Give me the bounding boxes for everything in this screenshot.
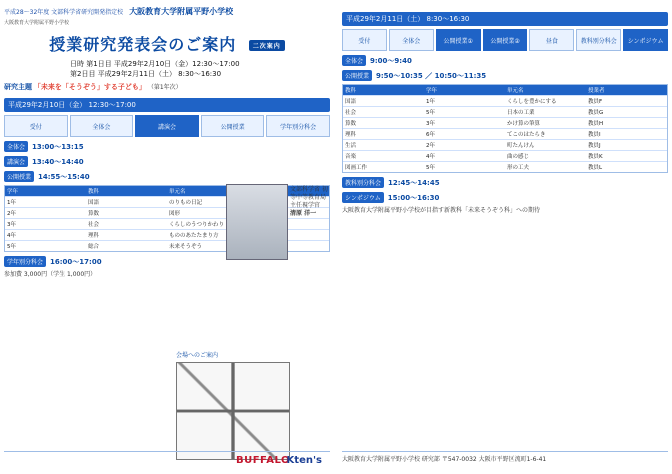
table-cell: 曲の感じ [507, 154, 530, 160]
table-row [343, 150, 667, 161]
day2-schedule [342, 29, 668, 51]
table-row [343, 128, 667, 139]
table-cell: 2年 [7, 211, 16, 217]
speaker-name: 清原 洋一 [290, 210, 317, 217]
table-cell: 図画工作 [345, 165, 368, 171]
speaker-role: 文部科学省 初等中等教育局 主任視学官 [290, 186, 328, 209]
left-header [4, 6, 330, 17]
table-cell: 6年 [426, 132, 435, 138]
table-cell: 1年 [426, 99, 435, 105]
section-label: 公開授業 [4, 171, 34, 182]
table-cell: 生活 [345, 143, 357, 149]
table-row [343, 139, 667, 150]
table-cell: もののあたたまり方 [169, 233, 219, 239]
table-header-cell: 単元名 [167, 186, 248, 196]
schedule-item: 学年別分科会 [266, 115, 330, 137]
schedule-item: 教科別分科会 [576, 29, 621, 51]
research-theme [4, 83, 330, 92]
table-header-cell: 教科 [86, 186, 167, 196]
table-cell: 教員I [588, 132, 601, 138]
table-cell: かけ算の筆算 [507, 121, 541, 127]
table-cell: 社会 [88, 222, 100, 228]
speaker-photo [226, 184, 288, 260]
schedule-item: 受付 [4, 115, 68, 137]
page-title [4, 32, 330, 55]
table-cell: 5年 [7, 244, 16, 250]
section-symposium [342, 192, 668, 203]
right-page [342, 6, 668, 468]
schedule-item: 受付 [342, 29, 387, 51]
table-cell: 形の工夫 [507, 165, 530, 171]
table-cell: 教員L [588, 165, 603, 171]
table-cell: 理科 [345, 132, 357, 138]
theme-title [34, 83, 146, 91]
schedule-item: 全体会 [70, 115, 134, 137]
section-open-class-2 [342, 70, 668, 81]
table-cell: 日本の工業 [507, 110, 535, 116]
table-cell: 1年 [7, 200, 16, 206]
table-cell: 5年 [426, 165, 435, 171]
table-cell: 町たんけん [507, 143, 535, 149]
schedule-item: 昼食 [529, 29, 574, 51]
table-cell: 社会 [345, 110, 357, 116]
table-cell: 未来そうぞう [169, 244, 203, 250]
section-time: 13:00〜13:15 [32, 142, 84, 151]
table-cell: 総合 [88, 244, 100, 250]
event-dates [70, 59, 330, 79]
section-time: 16:00〜17:00 [50, 257, 102, 266]
header-kicker: 平成28〜32年度 文部科学省研究開発指定校 [4, 9, 124, 16]
table-header-cell: 教科 [343, 85, 424, 95]
day1-schedule [4, 115, 330, 137]
table-row [343, 95, 667, 106]
table-cell: 教員F [588, 99, 603, 105]
table-row [343, 161, 667, 172]
header-school: 大阪教育大学附属平野小学校 [129, 7, 234, 16]
table-cell: 4年 [7, 233, 16, 239]
buffalo-logo: BUFFALO [235, 455, 290, 466]
table-cell: 理科 [88, 233, 100, 239]
subject-table [342, 84, 668, 173]
table-cell: 教員J [588, 143, 601, 149]
table-cell: 教員H [588, 121, 604, 127]
section-time: 14:55〜15:40 [38, 172, 90, 181]
section-plenary [4, 141, 330, 152]
section-subject-breakout [342, 177, 668, 188]
table-cell: 3年 [7, 222, 16, 228]
fee-line: 参加費 3,000円（学生 1,000円） [4, 271, 97, 278]
section-label: 教科別分科会 [342, 177, 384, 188]
day1-header: 平成29年2月10日（金） 12:30〜17:00 [4, 98, 330, 112]
table-cell: 教員G [588, 110, 604, 116]
table-cell: くらしを豊かにする [507, 99, 557, 105]
table-cell: 国語 [345, 99, 357, 105]
theme-main: 「未来を「そうぞう」する子ども」 [33, 83, 146, 91]
schedule-item: 公開授業① [436, 29, 481, 51]
section-label: シンポジウム [342, 192, 384, 203]
table-cell: 3年 [426, 121, 435, 127]
section-time: 9:00〜9:40 [370, 56, 412, 65]
theme-suffix: （第1年次） [147, 84, 182, 91]
section-time: 13:40〜14:40 [32, 157, 84, 166]
section-open-class [4, 171, 330, 182]
schedule-item: 講演会 [135, 115, 199, 137]
table-header-cell: 授業者 [586, 85, 667, 95]
table-header-cell: 学年 [5, 186, 86, 196]
section-label: 公開授業 [342, 70, 372, 81]
table-cell: 2年 [426, 143, 435, 149]
speaker-info [290, 186, 330, 218]
edition-badge: 二次案内 [249, 40, 285, 51]
right-footer: 大阪教育大学附属平野小学校 研究部 〒547-0032 大阪市平野区流町1-6-41 [342, 451, 668, 468]
date-line-2: 第2日目 平成29年2月11日（土） 8:30〜16:30 [70, 70, 222, 78]
table-cell: 4年 [426, 154, 435, 160]
left-page [4, 6, 330, 468]
schedule-item: シンポジウム [623, 29, 668, 51]
section-label: 学年別分科会 [4, 256, 46, 267]
table-cell: 5年 [426, 110, 435, 116]
table-cell: てこのはたらき [507, 132, 546, 138]
venue-map [176, 362, 290, 460]
schedule-item: 公開授業 [201, 115, 265, 137]
section-lecture [4, 156, 330, 167]
section-time: 12:45〜14:45 [388, 178, 440, 187]
left-footer [4, 451, 330, 468]
section-label: 講演会 [4, 156, 28, 167]
section-time: 15:00〜16:30 [387, 193, 440, 202]
table-cell: のりもの日記 [169, 200, 203, 206]
map-label: 会場へのご案内 [176, 352, 219, 359]
table-cell: 教員K [588, 154, 603, 160]
table-cell: 国語 [88, 200, 100, 206]
theme-label: 研究主題 [4, 83, 32, 91]
section-time: 9:50〜10:35 ／ 10:50〜11:35 [376, 71, 487, 80]
table-header-cell: 学年 [424, 85, 505, 95]
table-cell: 音楽 [345, 154, 357, 160]
table-cell: 算数 [345, 121, 357, 127]
table-row [343, 117, 667, 128]
table-row [343, 106, 667, 117]
table-header-cell: 単元名 [505, 85, 586, 95]
section-label: 全体会 [342, 55, 366, 66]
schedule-item: 全体会 [389, 29, 434, 51]
table-header-row [343, 85, 667, 95]
table-cell: 算数 [88, 211, 100, 217]
table-cell: くらしのうつりかわり [169, 222, 225, 228]
date-line-1: 日時 第1日目 平成29年2月10日（金）12:30〜17:00 [70, 60, 240, 68]
ktens-logo: Kten's [286, 455, 322, 466]
header-subline: 大阪教育大学附属平野小学校 [4, 20, 70, 26]
schedule-item: 公開授業② [483, 29, 528, 51]
day2-header: 平成29年2月11日（土） 8:30〜16:30 [342, 12, 668, 26]
symposium-title: 大阪教育大学附属平野小学校が目指す新教科「未来そうぞう科」への期待 [342, 207, 541, 214]
table-cell: 図形 [169, 211, 181, 217]
section-plenary-2 [342, 55, 668, 66]
section-label: 全体会 [4, 141, 28, 152]
title-text: 授業研究発表会のご案内 [49, 35, 237, 54]
